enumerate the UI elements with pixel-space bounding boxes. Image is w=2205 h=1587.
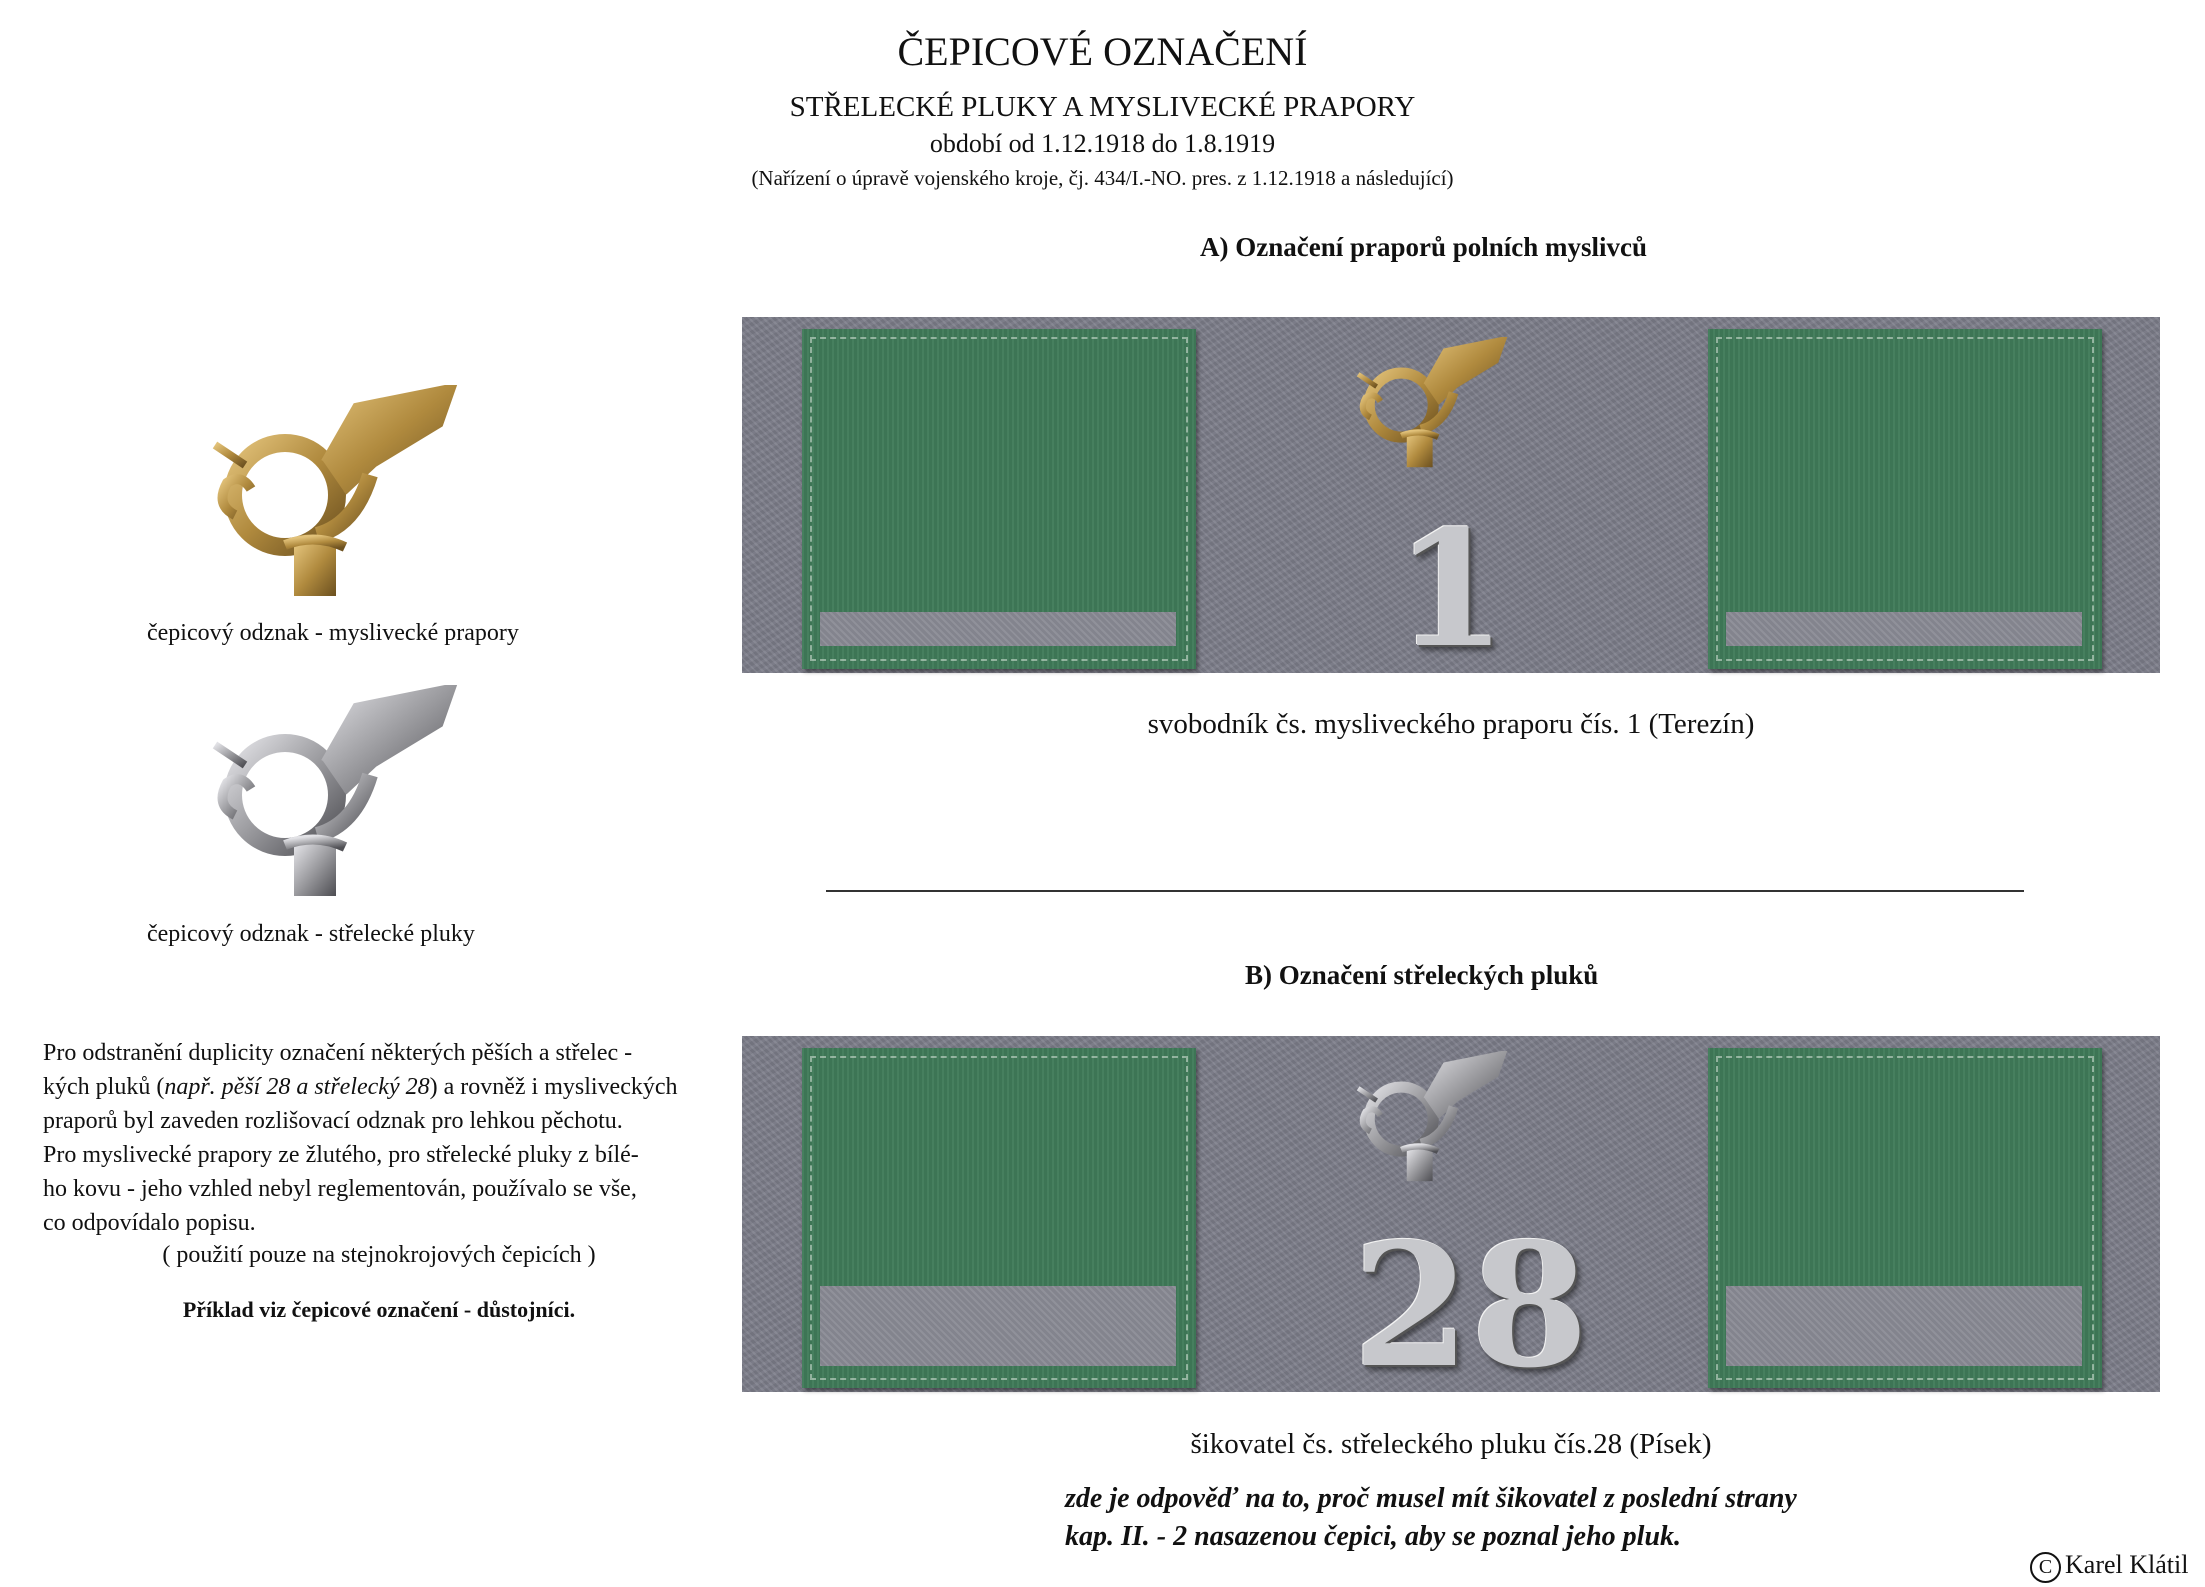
- battalion-number: 1: [1395, 495, 1507, 683]
- page-subtitle: STŘELECKÉ PLUKY A MYSLIVECKÉ PRAPORY: [789, 91, 1416, 123]
- explanation-note: [1065, 1480, 1965, 1556]
- hunting-horn-gold-icon: [205, 385, 465, 600]
- author-name: Karel Klátil: [2065, 1550, 2189, 1579]
- example-note: Příklad viz čepicové označení - důstojníci.: [182, 1297, 576, 1322]
- paragraph-line: Pro odstranění duplicity označení některých pěších a střelec -: [43, 1040, 633, 1066]
- regiment-number: 28: [1352, 1206, 1589, 1406]
- section-divider: [826, 890, 2024, 892]
- decree-text: (Nařízení o úpravě vojenského kroje, čj. 434/I.-NO. pres. z 1.12.1918 a následující): [751, 166, 1454, 190]
- hunting-horn-silver-icon: [205, 685, 465, 900]
- paragraph-line: Pro myslivecké prapory ze žlutého, pro střelecké pluky z bílé-: [43, 1142, 639, 1168]
- hunting-horn-gold-icon: [1352, 337, 1512, 470]
- copyright-icon: C: [2030, 1552, 2061, 1583]
- green-patch-left: [802, 1048, 1196, 1388]
- period-text: období od 1.12.1918 do 1.8.1919: [929, 129, 1276, 158]
- note-line-1: zde je odpověď na to, proč musel mít šikovatel z poslední strany: [1065, 1483, 1797, 1514]
- silver-badge-caption: čepicový odznak - střelecké pluky: [147, 921, 475, 947]
- section-a-caption: svobodník čs. mysliveckého praporu čís. 1 (Terezín): [1147, 708, 1755, 740]
- copyright: [2030, 1550, 2188, 1583]
- green-patch-left: [802, 329, 1196, 669]
- paragraph-line: ho kovu - jeho vzhled nebyl reglementován, používalo se vše,: [43, 1176, 637, 1202]
- cap-band-rifle: [742, 1036, 2160, 1406]
- paragraph-line: kých pluků (: [43, 1074, 165, 1100]
- section-b-caption: šikovatel čs. střeleckého pluku čís.28 (Písek): [1190, 1428, 1712, 1460]
- explanation-paragraph: [43, 1036, 715, 1240]
- grey-stripe: [820, 612, 1176, 646]
- page-title: ČEPICOVÉ OZNAČENÍ: [897, 29, 1308, 74]
- grey-stripe: [1726, 1286, 2082, 1366]
- grey-stripe: [820, 1286, 1176, 1366]
- green-patch-right: [1708, 1048, 2102, 1388]
- gold-badge-caption: čepicový odznak - myslivecké prapory: [147, 620, 519, 646]
- usage-note: ( použití pouze na stejnokrojových čepicích ): [162, 1242, 596, 1268]
- paragraph-line: praporů byl zaveden rozlišovací odznak pro lehkou pěchotu.: [43, 1108, 623, 1134]
- paragraph-line: ) a rovněž i mysliveckých: [429, 1074, 678, 1100]
- section-b-heading: B) Označení střeleckých pluků: [1245, 960, 1599, 990]
- hunting-horn-silver-icon: [1352, 1051, 1512, 1184]
- note-line-2: kap. II. - 2 nasazenou čepici, aby se poznal jeho pluk.: [1065, 1521, 1682, 1552]
- section-a-heading: A) Označení praporů polních myslivců: [1200, 232, 1648, 262]
- grey-stripe: [1726, 612, 2082, 646]
- paragraph-example: např. pěší 28 a střelecký 28: [164, 1074, 430, 1100]
- cap-band-jaeger: [742, 317, 2160, 683]
- paragraph-line: co odpovídalo popisu.: [43, 1210, 256, 1236]
- green-patch-right: [1708, 329, 2102, 669]
